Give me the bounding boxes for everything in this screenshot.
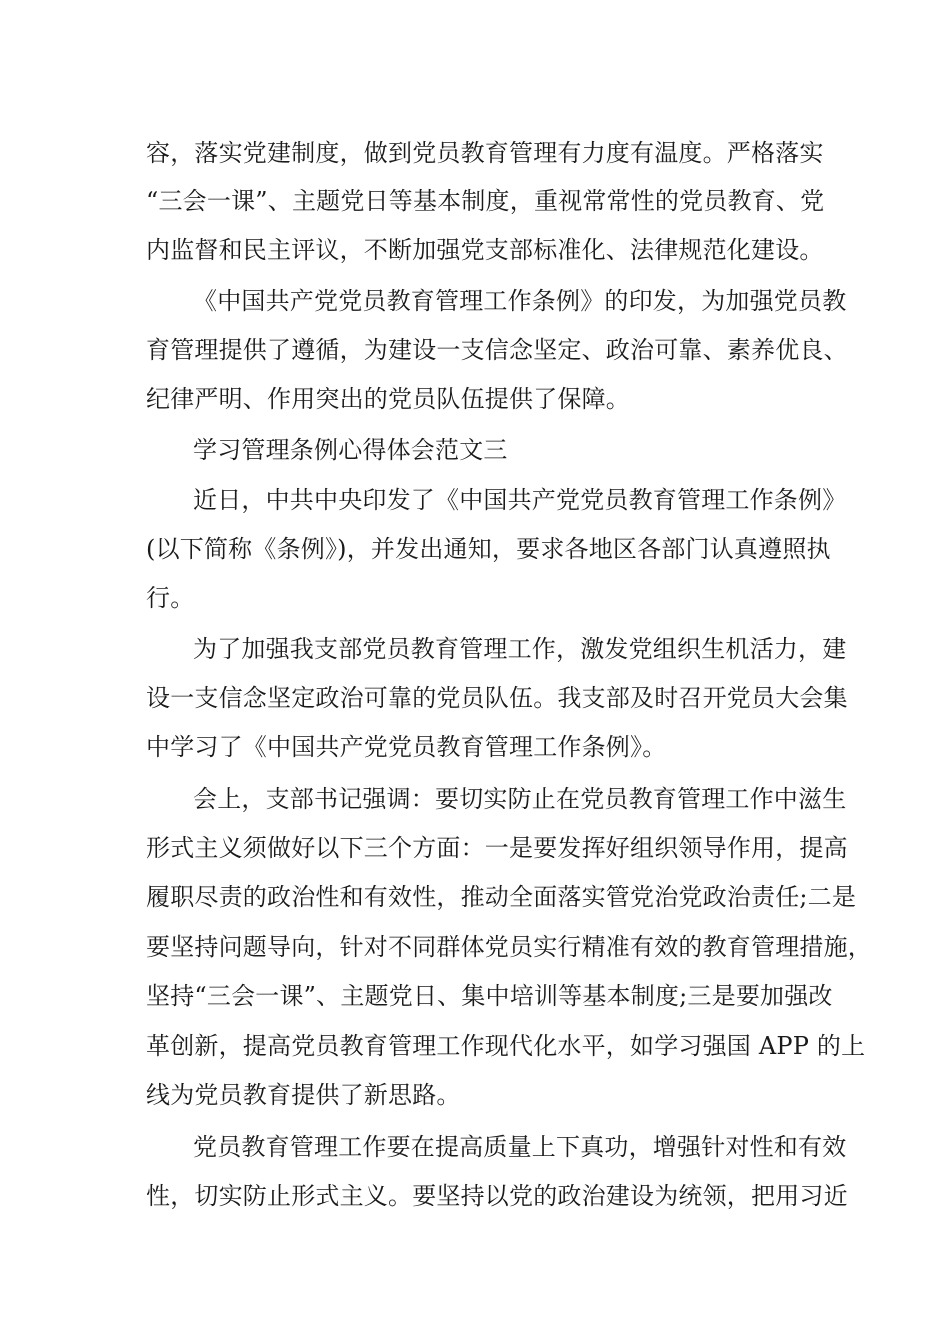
- paragraph-start-line: 会上，支部书记强调：要切实防止在党员教育管理工作中滋生: [193, 785, 847, 813]
- text-line: 要坚持问题导向，针对不同群体党员实行精准有效的教育管理措施，: [146, 933, 872, 961]
- text-line: 容，落实党建制度，做到党员教育管理有力度有温度。严格落实: [146, 139, 824, 167]
- text-line: 中学习了《中国共产党党员教育管理工作条例》。: [146, 733, 667, 761]
- paragraph-start-line: 为了加强我支部党员教育管理工作，激发党组织生机活力，建: [193, 635, 847, 663]
- paragraph-start-line: 《中国共产党党员教育管理工作条例》的印发，为加强党员教: [193, 287, 847, 315]
- text-line: 形式主义须做好以下三个方面：一是要发挥好组织领导作用，提高: [146, 834, 848, 862]
- paragraph-start-line: 党员教育管理工作要在提高质量上下真功，增强针对性和有效: [193, 1133, 847, 1161]
- paragraph-start-line: 近日，中共中央印发了《中国共产党党员教育管理工作条例》: [193, 486, 847, 514]
- text-line: 坚持“三会一课”、主题党日、集中培训等基本制度;三是要加强改: [146, 982, 833, 1010]
- text-line: 履职尽责的政治性和有效性，推动全面落实管党治党政治责任;二是: [146, 883, 857, 911]
- text-line: (以下简称《条例》)，并发出通知，要求各地区各部门认真遵照执: [146, 535, 831, 563]
- text-line: 线为党员教育提供了新思路。: [146, 1081, 461, 1109]
- text-line: 设一支信念坚定政治可靠的党员队伍。我支部及时召开党员大会集: [146, 684, 848, 712]
- section-heading: 学习管理条例心得体会范文三: [193, 436, 508, 464]
- text-line: 行。: [146, 584, 195, 612]
- text-line: 育管理提供了遵循，为建设一支信念坚定、政治可靠、素养优良、: [146, 336, 848, 364]
- text-line: 革创新，提高党员教育管理工作现代化水平，如学习强国 APP 的上: [146, 1032, 866, 1060]
- text-line: “三会一课”、主题党日等基本制度，重视常常性的党员教育、党: [146, 187, 825, 215]
- text-line: 内监督和民主评议，不断加强党支部标准化、法律规范化建设。: [146, 236, 824, 264]
- text-line: 性，切实防止形式主义。要坚持以党的政治建设为统领，把用习近: [146, 1182, 848, 1210]
- text-line: 纪律严明、作用突出的党员队伍提供了保障。: [146, 385, 630, 413]
